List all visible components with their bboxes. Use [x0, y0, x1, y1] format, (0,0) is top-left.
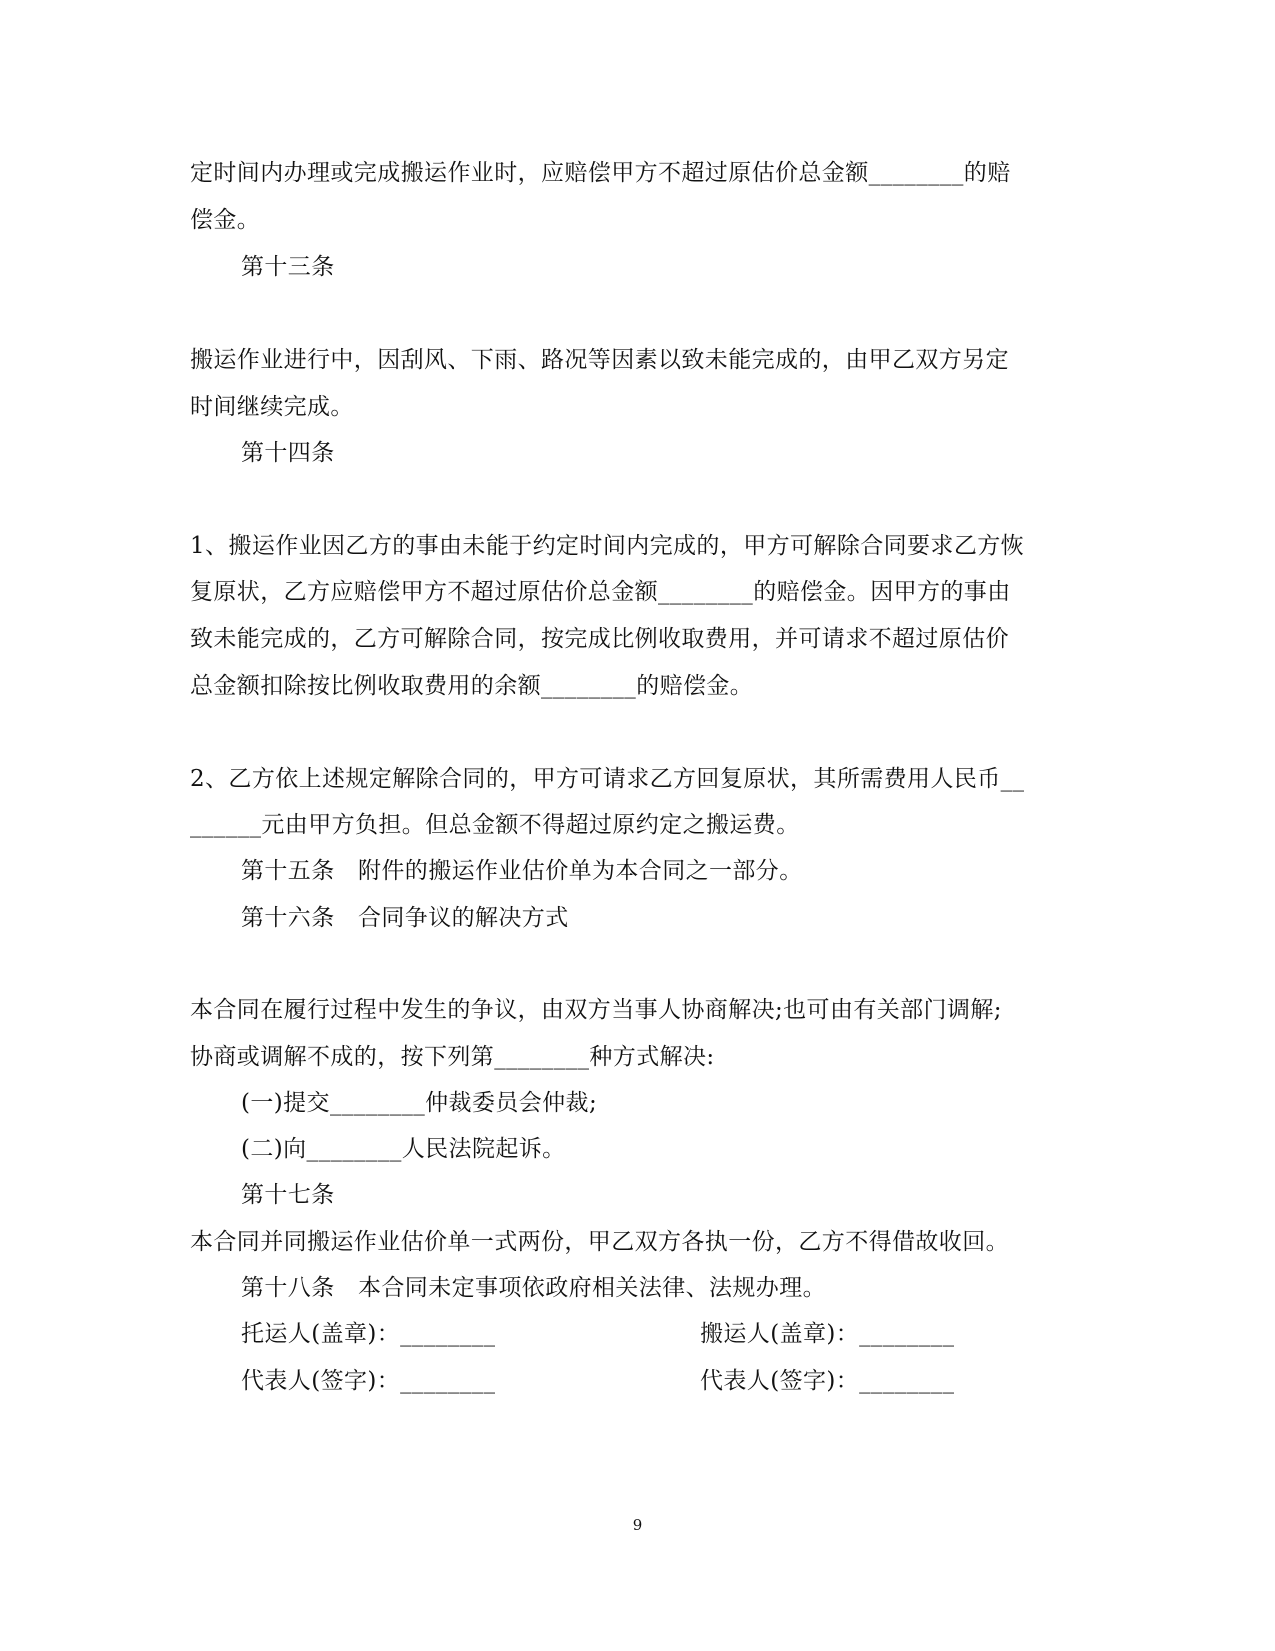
consignor-representative-field: 代表人(签字)：________	[241, 1368, 496, 1394]
page-number: 9	[632, 1516, 643, 1534]
body-text-line: 时间继续完成。	[190, 394, 354, 420]
body-text-line: 搬运作业进行中，因刮风、下雨、路况等因素以致未能完成的，由甲乙双方另定	[190, 347, 1009, 373]
article-heading-16: 第十六条 合同争议的解决方式	[241, 905, 569, 931]
consignor-seal-field: 托运人(盖章)：________	[241, 1321, 496, 1347]
carrier-seal-field: 搬运人(盖章)：________	[700, 1321, 955, 1347]
article-heading-15: 第十五条 附件的搬运作业估价单为本合同之一部分。	[241, 858, 803, 884]
article-heading-18: 第十八条 本合同未定事项依政府相关法律、法规办理。	[241, 1275, 826, 1301]
body-text-line: ______元由甲方负担。但总金额不得超过原约定之搬运费。	[190, 812, 800, 838]
body-text-line: 定时间内办理或完成搬运作业时，应赔偿甲方不超过原估价总金额________的赔	[190, 160, 1011, 186]
option-one: (一)提交________仲裁委员会仲裁;	[241, 1090, 598, 1116]
body-text-line: 2、乙方依上述规定解除合同的，甲方可请求乙方回复原状，其所需费用人民币__	[190, 766, 1025, 792]
body-text-line: 总金额扣除按比例收取费用的余额________的赔偿金。	[190, 673, 754, 699]
article-heading-14: 第十四条	[241, 440, 335, 466]
body-text-line: 1、搬运作业因乙方的事由未能于约定时间内完成的，甲方可解除合同要求乙方恢	[190, 533, 1025, 559]
article-heading-13: 第十三条	[241, 254, 335, 280]
body-text-line: 偿金。	[190, 207, 261, 233]
body-text-line: 本合同在履行过程中发生的争议，由双方当事人协商解决;也可由有关部门调解;	[190, 997, 1002, 1023]
carrier-representative-field: 代表人(签字)：________	[700, 1368, 955, 1394]
body-text-line: 复原状，乙方应赔偿甲方不超过原估价总金额________的赔偿金。因甲方的事由	[190, 579, 1011, 605]
body-text-line: 协商或调解不成的，按下列第________种方式解决:	[190, 1044, 715, 1070]
body-text-line: 致未能完成的，乙方可解除合同，按完成比例收取费用，并可请求不超过原估价	[190, 626, 1009, 652]
option-two: (二)向________人民法院起诉。	[241, 1136, 566, 1162]
body-text-line: 本合同并同搬运作业估价单一式两份，甲乙双方各执一份，乙方不得借故收回。	[190, 1229, 1009, 1255]
article-heading-17: 第十七条	[241, 1182, 335, 1208]
